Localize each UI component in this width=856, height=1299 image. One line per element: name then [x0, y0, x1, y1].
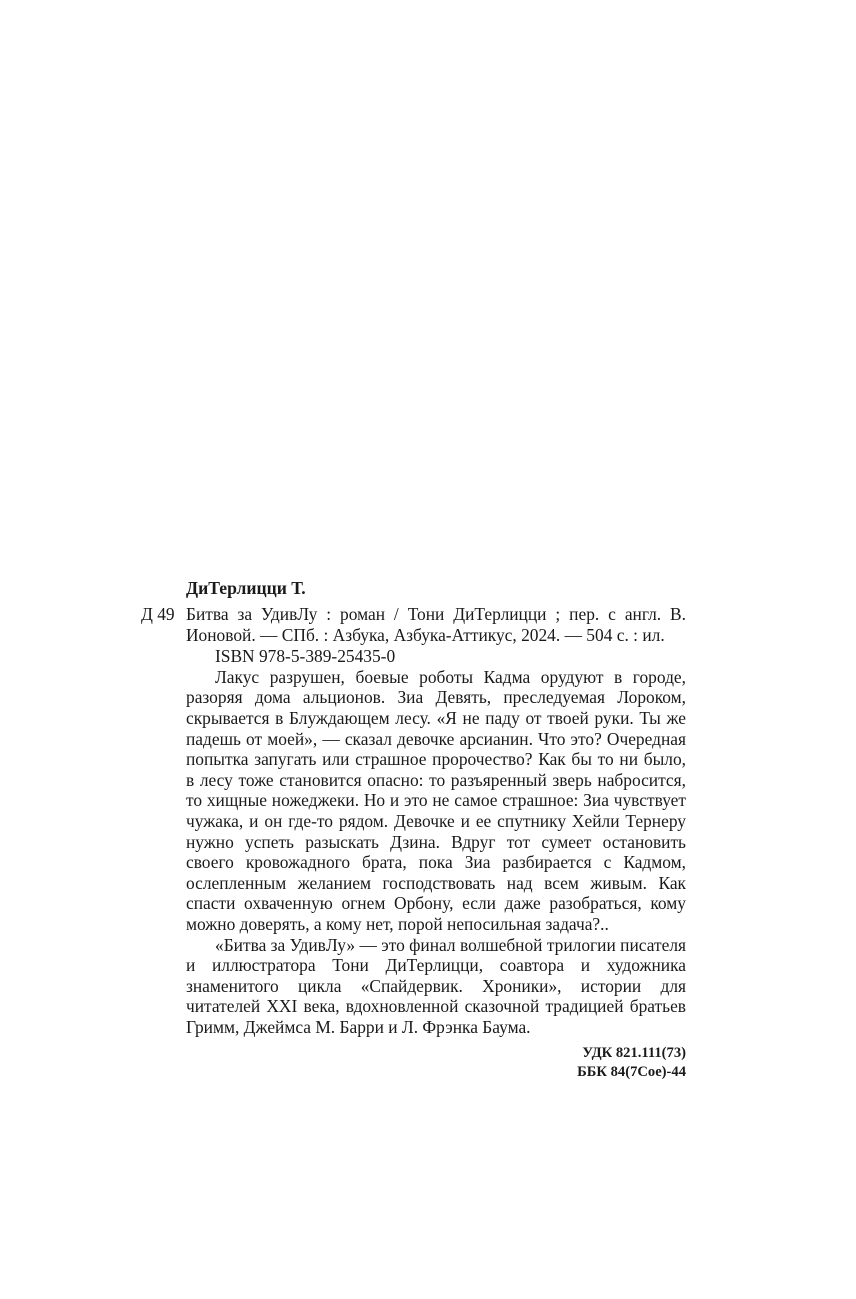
- catalog-record: [141, 578, 686, 1082]
- annotation-paragraph: Лакус разрушен, боевые роботы Кадма орудуют в городе, разоряя дома альционов. Зиа Девять, преследуемая Лороком, скрывается в Блуждающем лесу. «Я не паду от твоей руки. Ты же падешь от моей», — сказал девочке арсианин. Что это? Очередная попытка запугать или страшное пророчество? Как бы то ни было, в лесу тоже становится опасно: то разъяренный зверь набросится, то хищные ножеджеки. Но и это не самое страшное: Зиа чувствует чужака, и он где-то рядом. Девочке и ее спутнику Хейли Тернеру нужно успеть разыскать Дзина. Вдруг тот сумеет остановить своего кровожадного брата, пока Зиа разбирается с Кадмом, ослепленным желанием господствовать над всем живым. Как спасти охваченную огнем Орбону, если даже разобраться, кому можно доверять, а кому нет, порой непосильная задача?..: [186, 666, 686, 934]
- catalog-entry: [141, 604, 686, 645]
- isbn: ISBN 978-5-389-25435-0: [215, 646, 396, 667]
- classification-indexes: [186, 1044, 686, 1082]
- udc-index: УДК 821.111(73): [582, 1045, 686, 1062]
- bbk-index: ББК 84(7Сое)-44: [577, 1064, 686, 1081]
- author-heading: ДиТерлицци Т.: [186, 578, 306, 598]
- classification-code: Д 49: [141, 604, 175, 624]
- bibliographic-description: Битва за УдивЛу : роман / Тони ДиТерлицци ; пер. с англ. В. Ионовой. — СПб. : Азбука, Азбука-Аттикус, 2024. — 504 с. : ил.: [186, 604, 686, 645]
- annotation-paragraph: «Битва за УдивЛу» — это финал волшебной трилогии писателя и иллюстратора Тони ДиТерлицци, соавтора и художника знаменитого цикла «Спайдервик. Хроники», истории для читателей XXI века, вдохновленной сказочной традицией братьев Гримм, Джеймса М. Барри и Л. Фрэнка Баума.: [186, 934, 686, 1037]
